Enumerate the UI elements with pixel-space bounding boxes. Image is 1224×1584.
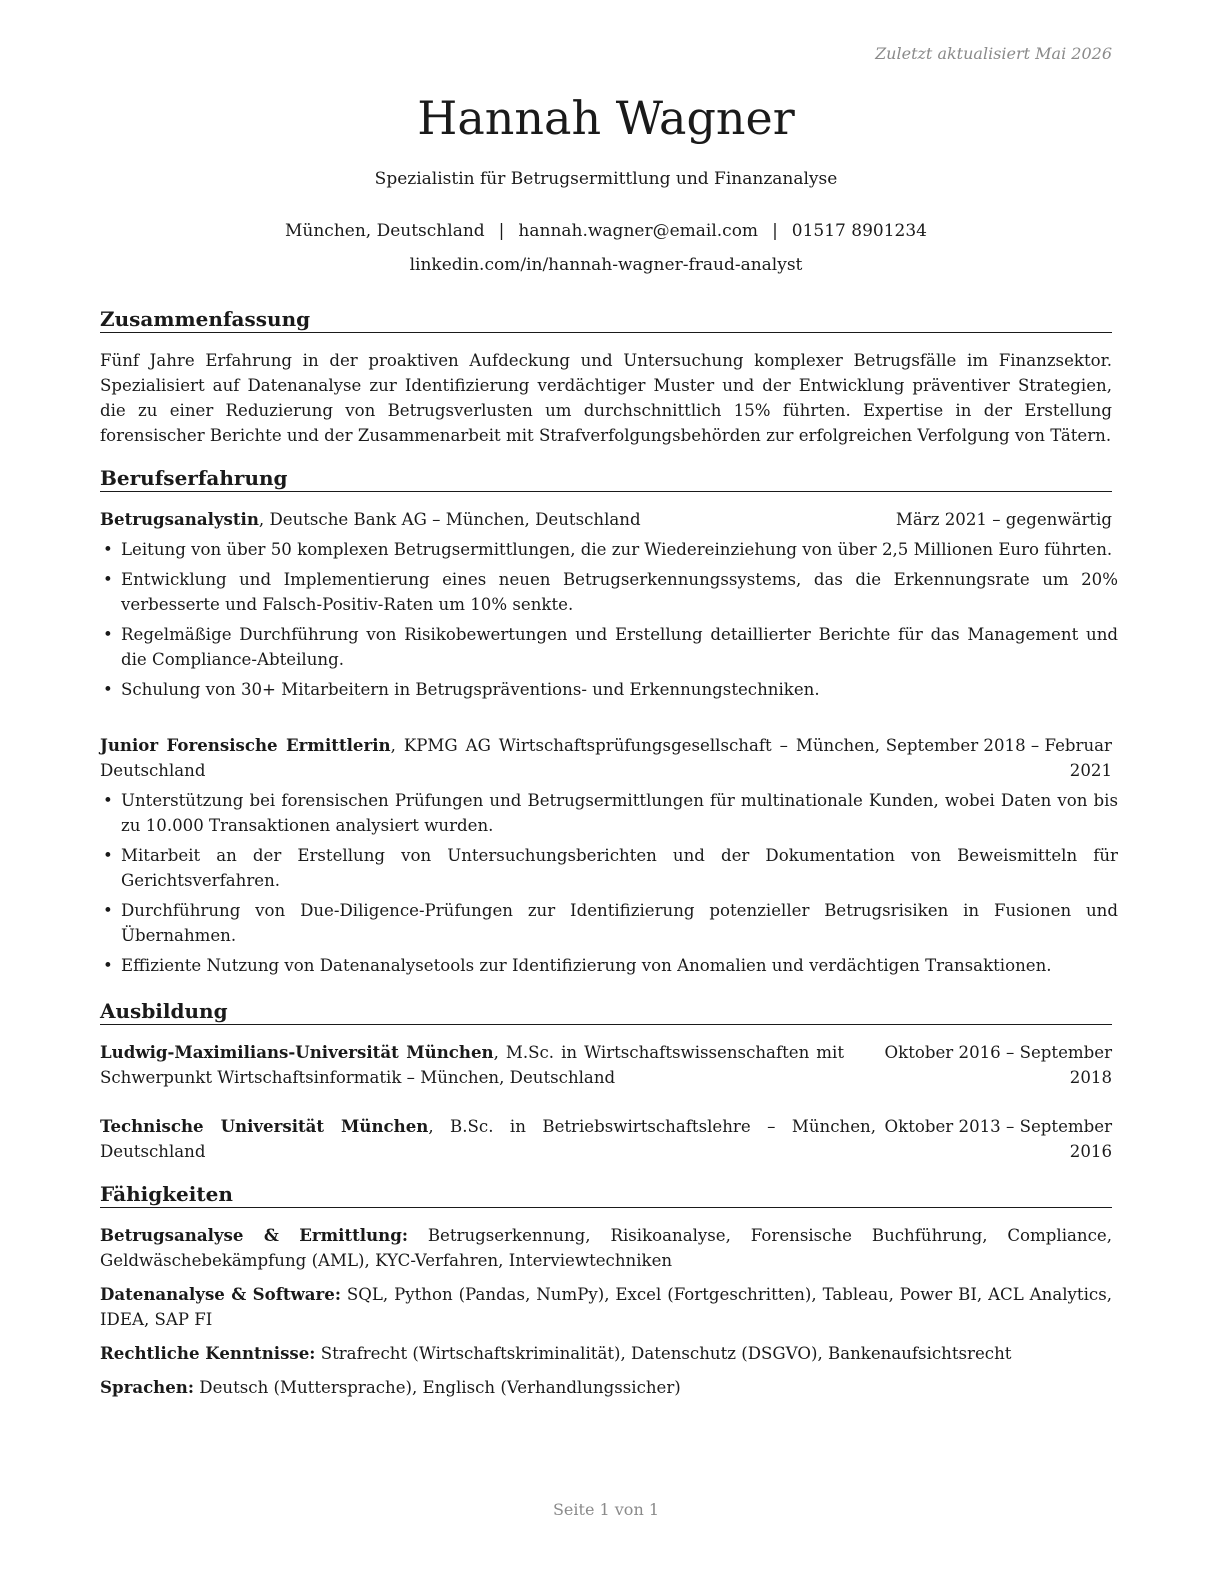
- list-item: • Schulung von 30+ Mitarbeitern in Betrugspräventions- und Erkennungstechniken.: [100, 677, 1118, 702]
- education-school: Ludwig-Maximilians-Universität München: [100, 1042, 494, 1062]
- skill-group: [100, 1223, 1112, 1273]
- section-title-education: Ausbildung: [100, 998, 1112, 1025]
- education-header: [100, 1040, 1112, 1090]
- bullet-icon: •: [103, 901, 113, 920]
- contact-phone[interactable]: 01517 8901234: [791, 221, 927, 241]
- skill-text: Betrugserkennung, Risikoanalyse, Forensische Buchführung, Compliance, Geldwäschebekämpfung (AML), KYC-Verfahren, Interviewtechniken: [100, 1226, 1112, 1270]
- education-dates: Oktober 2013 – September 2016: [884, 1117, 1112, 1161]
- bullet-icon: •: [103, 846, 113, 865]
- job-org: , KPMG AG Wirtschaftsprüfungsgesellschaft – München, Deutschland: [100, 736, 880, 780]
- list-item: • Effiziente Nutzung von Datenanalysetools zur Identifizierung von Anomalien und verdächtigen Transaktionen.: [100, 953, 1118, 978]
- job-title-line: [100, 733, 880, 783]
- section-title-experience: Berufserfahrung: [100, 465, 1112, 492]
- candidate-name: Hannah Wagner: [417, 91, 795, 145]
- bullet-icon: •: [103, 625, 113, 644]
- bullet-icon: •: [103, 570, 113, 589]
- skill-label: Betrugsanalyse & Ermittlung:: [100, 1225, 408, 1245]
- skill-text: Strafrecht (Wirtschaftskriminalität), Datenschutz (DSGVO), Bankenaufsichtsrecht: [315, 1344, 1012, 1363]
- skill-group: [100, 1341, 1112, 1366]
- list-item: • Entwicklung und Implementierung eines neuen Betrugserkennungssystems, das die Erkennungsrate um 20% verbesserte und Falsch-Positiv-Raten um 10% senkte.: [100, 567, 1118, 617]
- section-title-skills: Fähigkeiten: [100, 1181, 1112, 1208]
- education-detail: , M.Sc. in Wirtschaftswissenschaften mit Schwerpunkt Wirtschaftsinformatik – München, Deutschland: [100, 1043, 844, 1087]
- page-number: Seite 1 von 1: [552, 1500, 660, 1519]
- bullet-icon: •: [103, 540, 113, 559]
- education-detail: , B.Sc. in Betriebswirtschaftslehre – München, Deutschland: [100, 1117, 876, 1161]
- job-title-line: [100, 507, 896, 532]
- candidate-title: Spezialistin für Betrugsermittlung und Finanzanalyse: [374, 169, 838, 189]
- education-school: Technische Universität München: [100, 1116, 429, 1136]
- contact-location: München, Deutschland: [285, 221, 485, 241]
- resume-page: [100, 0, 1118, 1584]
- list-item: • Unterstützung bei forensischen Prüfungen und Betrugsermittlungen für multinationale Kunden, wobei Daten von bis zu 10.000 Transaktionen analysiert wurden.: [100, 788, 1118, 838]
- contact-separator: |: [772, 221, 778, 241]
- list-item: • Durchführung von Due-Diligence-Prüfungen zur Identifizierung potenzieller Betrugsrisiken in Fusionen und Übernahmen.: [100, 898, 1118, 948]
- skill-label: Datenanalyse & Software:: [100, 1284, 341, 1304]
- job-role: Betrugsanalystin: [100, 509, 259, 529]
- contact-email[interactable]: hannah.wagner@email.com: [518, 221, 759, 241]
- contact-line: [100, 219, 1112, 243]
- contact-separator: |: [498, 221, 505, 241]
- skill-label: Sprachen:: [100, 1377, 194, 1397]
- skill-label: Rechtliche Kenntnisse:: [100, 1343, 316, 1363]
- last-updated: Zuletzt aktualisiert Mai 2026: [875, 44, 1112, 63]
- skill-group: [100, 1282, 1112, 1332]
- job-bullets: [100, 537, 1118, 707]
- job-org: , Deutsche Bank AG – München, Deutschland: [258, 510, 641, 529]
- contact-linkedin[interactable]: linkedin.com/in/hannah-wagner-fraud-analyst: [409, 255, 803, 275]
- skill-text: SQL, Python (Pandas, NumPy), Excel (Fortgeschritten), Tableau, Power BI, ACL Analytics, IDEA, SAP FI: [100, 1285, 1112, 1329]
- job-dates: September 2018 – Februar 2021: [885, 736, 1112, 780]
- section-title-summary: Zusammenfassung: [100, 306, 1112, 333]
- education-dates: Oktober 2016 – September 2018: [884, 1043, 1112, 1087]
- education-title-line: [100, 1040, 844, 1090]
- skill-text: Deutsch (Muttersprache), Englisch (Verhandlungssicher): [194, 1378, 681, 1397]
- list-item: • Leitung von über 50 komplexen Betrugsermittlungen, die zur Wiedereinziehung von über 2,5 Millionen Euro führten.: [100, 537, 1118, 562]
- job-bullets: [100, 788, 1118, 983]
- job-header: [100, 733, 1112, 783]
- bullet-icon: •: [103, 791, 113, 810]
- summary-text: Fünf Jahre Erfahrung in der proaktiven Aufdeckung und Untersuchung komplexer Betrugsfälle im Finanzsektor. Spezialisiert auf Datenanalyse zur Identifizierung verdächtiger Muster und der Entwicklung präventiver Strategien, die zu einer Reduzierung von Betrugsverlusten um durchschnittlich 15% führten. Expertise in der Erstellung forensischer Berichte und der Zusammenarbeit mit Strafverfolgungsbehörden zur erfolgreichen Verfolgung von Tätern.: [100, 351, 1112, 445]
- bullet-icon: •: [103, 680, 113, 699]
- education-title-line: [100, 1114, 876, 1164]
- job-dates: März 2021 – gegenwärtig: [895, 510, 1112, 529]
- skill-group: [100, 1375, 1112, 1400]
- list-item: • Regelmäßige Durchführung von Risikobewertungen und Erstellung detaillierter Berichte für das Management und die Compliance-Abteilung.: [100, 622, 1118, 672]
- job-header: [100, 507, 1112, 532]
- job-role: Junior Forensische Ermittlerin: [100, 735, 391, 755]
- list-item: • Mitarbeit an der Erstellung von Untersuchungsberichten und der Dokumentation von Beweismitteln für Gerichtsverfahren.: [100, 843, 1118, 893]
- bullet-icon: •: [103, 956, 113, 975]
- education-header: [100, 1114, 1112, 1164]
